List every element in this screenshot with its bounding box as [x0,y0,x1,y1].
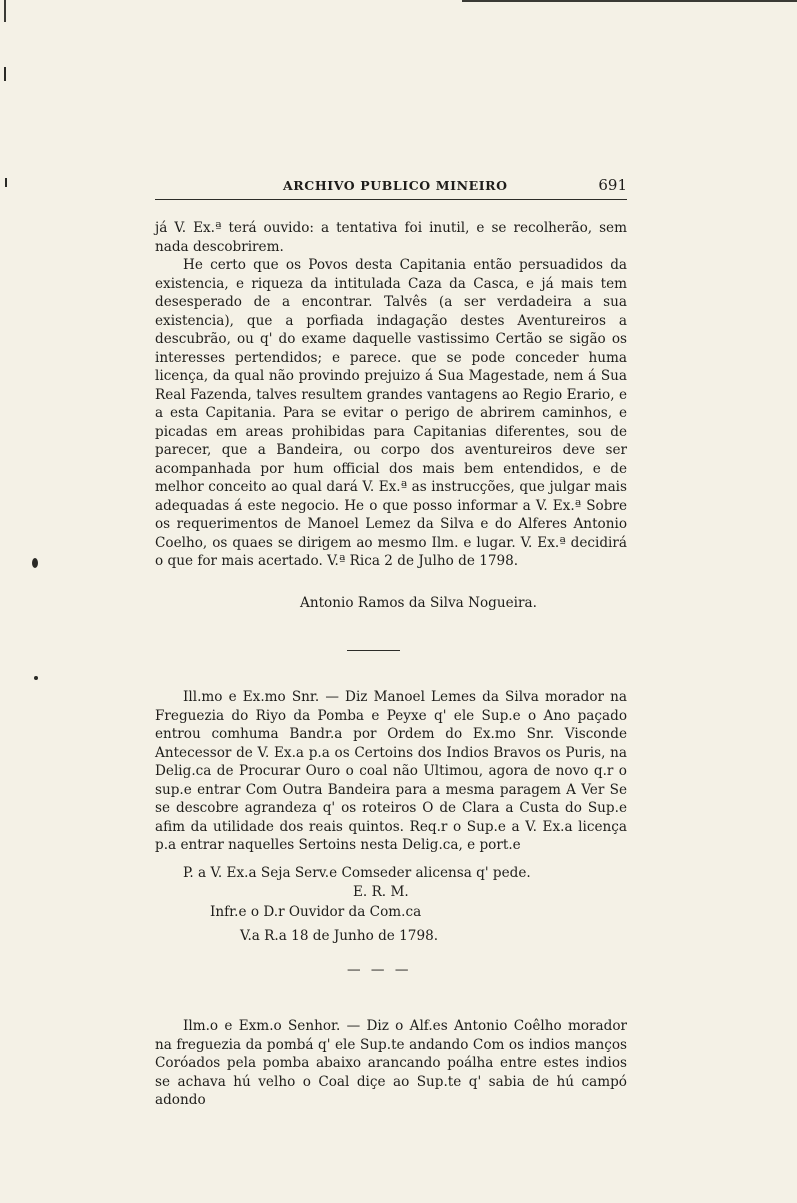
section-separator-dashes: — — — [347,962,412,978]
page-number: 691 [598,176,627,194]
petition-request-line: P. a V. Ex.a Seja Serv.e Comseder alicensa q' pede. [183,865,531,881]
petition-order: Infr.e o D.r Ouvidor da Com.ca [210,904,422,920]
page-edge-line [462,0,797,2]
petition-date: V.a R.a 18 de Junho de 1798. [240,928,439,944]
paragraph-petition: Ill.mo e Ex.mo Snr. — Diz Manoel Lemes da Silva morador na Freguezia do Riyo da Pomba e Peyxe q' ele Sup.e o Ano paçado entrou comhuma Bandr.a por Ordem do Ex.mo Snr. Visconde Antecessor de V. Ex.a p.a os Certoins dos Indios Bravos os Puris, na Delig.ca de Procurar Ouro o coal não Ultimou, agora de novo q.r o sup.e entrar Com Outra Bandeira para a mesma paragem A Ver Se se descobre agrandeza q' os roteiros O de Clara a Custa do Sup.e afim da utilidade dos reais quintos. Req.r o Sup.e a V. Ex.a licença p.a entrar naquelles Sertoins nesta Delig.ca, e port.e [155,689,627,853]
binding-mark [4,67,6,81]
section-separator [347,650,400,651]
petition-closing: E. R. M. [353,884,409,900]
paragraph-continued: já V. Ex.ª terá ouvido: a tentativa foi inutil, e se recolherão, sem nada descobrirem. [155,220,627,255]
paragraph-petition-antonio: Ilm.o e Exm.o Senhor. — Diz o Alf.es Antonio Coêlho morador na freguezia da pombá q' ele Sup.te andando Com os indios manços Coróados pela pomba abaixo arancando poálha entre estes indios se achava hú velho o Coal diçe ao Sup.te q' sabia de hú campó adondo [155,1018,627,1108]
paragraph-report: He certo que os Povos desta Capitania então persuadidos da existencia, e riqueza da intitulada Caza da Casca, e já mais tem desesperado de a encontrar. Talvês (a ser verdadeira a sua existencia), que a porfiada indagação destes Aventureiros a descubrão, ou q' do exame daquelle vastissimo Certão se sigão os interesses pertendidos; e parece. que se pode conceder huma licença, da qual não provindo prejuizo á Sua Magestade, nem á Sua Real Fazenda, talves resultem grandes vantagens ao Regio Erario, e a esta Capitania. Para se evitar o perigo de abrirem caminhos, e picadas em areas prohibidas para Capitanias diferentes, sou de parecer, que a Bandeira, ou corpo dos aventureiros deve ser acompanhada por hum official dos mais bem entendidos, e de melhor conceito ao qual dará V. Ex.ª as instrucções, que julgar mais adequadas á este negocio. He o que posso informar a V. Ex.ª Sobre os requerimentos de Manoel Lemez da Silva e do Alferes Antonio Coelho, os quaes se dirigem ao mesmo Ilm. e lugar. V. Ex.ª decidirá o que for mais acertado. V.ª Rica 2 de Julho de 1798. [155,257,627,569]
page-header [155,176,627,198]
header-rule [155,199,627,200]
section-petition-antonio [155,1017,627,1110]
binding-mark [5,178,7,187]
ink-spot [32,558,38,568]
page-edge-mark [4,0,6,22]
ink-dot [34,676,38,680]
signature: Antonio Ramos da Silva Nogueira. [300,595,537,611]
section-report [155,219,627,571]
section-petition-manoel [155,688,627,855]
running-title: ARCHIVO PUBLICO MINEIRO [283,178,508,193]
